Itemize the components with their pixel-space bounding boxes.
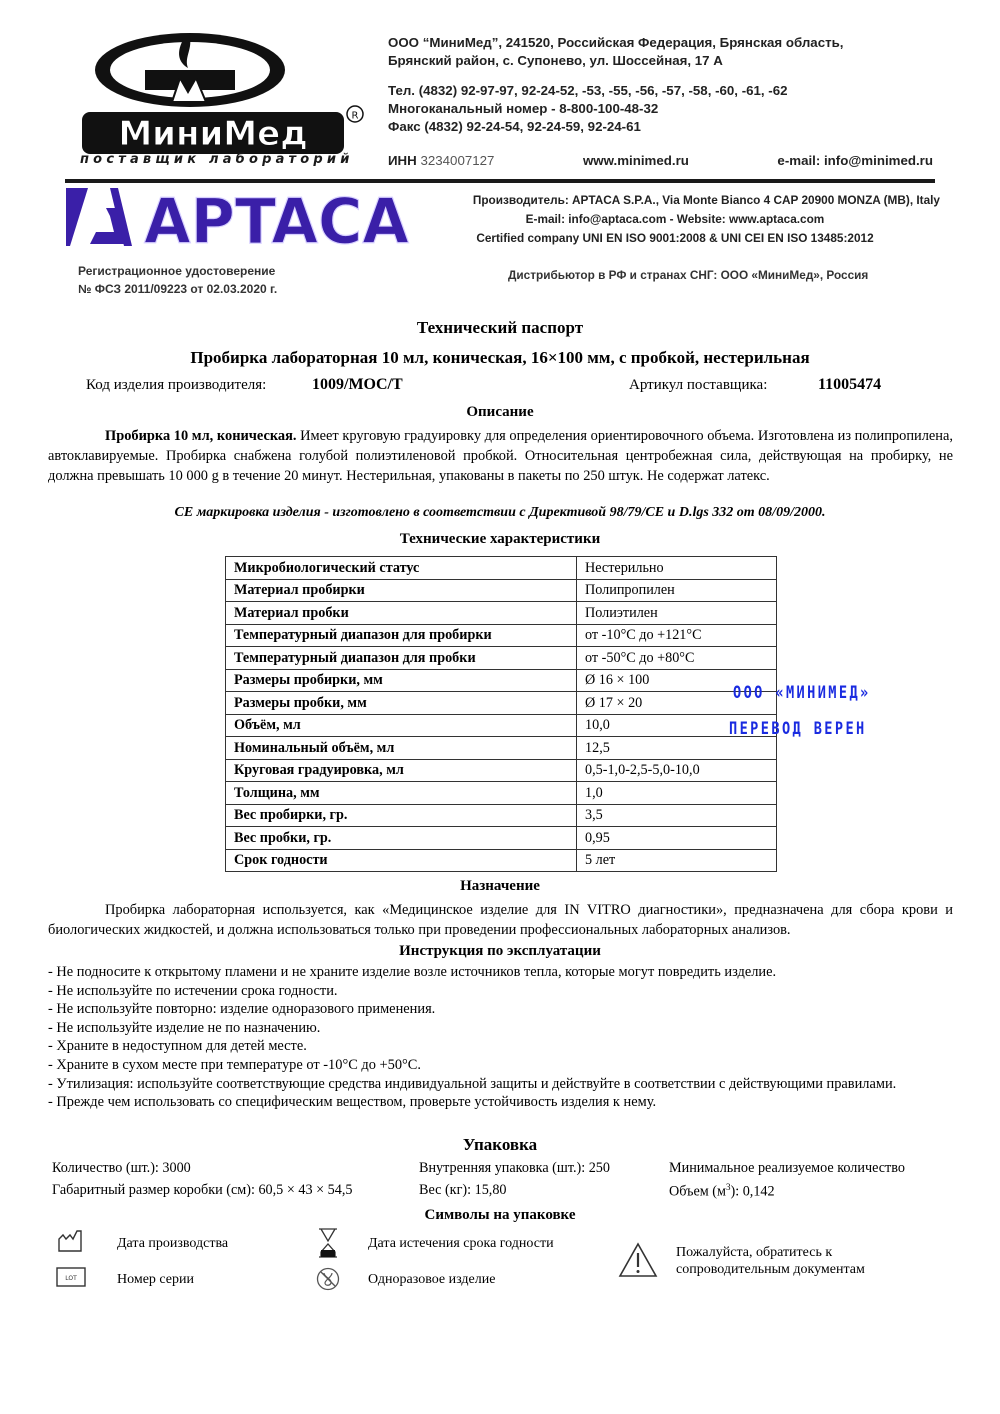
specs-heading: Технические характеристики — [399, 531, 601, 547]
factory-icon — [57, 1230, 83, 1252]
translation-stamp-line1: ООО «МИНИМЕД» — [733, 683, 871, 703]
spec-row — [226, 602, 777, 625]
spec-row — [226, 669, 777, 692]
symbol-label: Номер серии — [117, 1272, 194, 1287]
spec-value: 0,5-1,0-2,5-5,0-10,0 — [577, 759, 777, 782]
spec-value: 3,5 — [577, 804, 777, 827]
spec-key: Микробиологический статус — [226, 557, 577, 580]
packaging-heading: Упаковка — [462, 1135, 538, 1154]
ce-marking-note: CE маркировка изделия - изготовлено в соответствии с Директивой 98/79/CE и D.lgs 332 от 08/09/2000. — [174, 505, 826, 520]
purpose-heading: Назначение — [460, 878, 540, 894]
symbols-heading: Символы на упаковке — [424, 1207, 576, 1223]
fax-line: Факс (4832) 92-24-54, 92-24-59, 92-24-61 — [388, 119, 641, 134]
company-contacts-row — [388, 153, 933, 168]
specs-table — [225, 556, 777, 872]
spec-key: Материал пробирки — [226, 579, 577, 602]
spec-key: Номинальный объём, мл — [226, 737, 577, 760]
spec-key: Температурный диапазон для пробки — [226, 647, 577, 670]
svg-text:APTACA: APTACA — [144, 186, 410, 248]
spec-row — [226, 692, 777, 715]
spec-row — [226, 647, 777, 670]
manufacturer-code: 1009/MOC/T — [312, 376, 403, 393]
instruction-item: - Храните в сухом месте при температуре от -10°C до +50°C. — [48, 1056, 421, 1073]
manufacturer-info — [410, 191, 940, 248]
hourglass-icon — [317, 1228, 339, 1258]
packaging-weight: Вес (кг): 15,80 — [419, 1182, 507, 1198]
spec-row — [226, 849, 777, 872]
spec-row — [226, 557, 777, 580]
spec-row — [226, 804, 777, 827]
spec-value: Ø 16 × 100 — [577, 669, 777, 692]
description-text: Пробирка 10 мл, коническая. Имеет круговую градуировку для определения ориентировочного объема. Изготовлена из полипропилена, автоклавируемые. Пробирка снабжена голубой полиэтиленовой пробкой. Относительная центробежная сила, действующая на пробирку, не должна превышать 10 000 g в течение 20 минут. Нестерильная, упакованы в пакеты по 250 штук. Не содержат латекс. — [48, 428, 953, 484]
manufacturer-contacts: E-mail: info@aptaca.com - Website: www.aptaca.com — [525, 212, 825, 226]
supplier-article-label: Артикул поставщика: — [629, 377, 768, 393]
symbol-label: Дата истечения срока годности — [368, 1236, 554, 1251]
svg-text:R: R — [351, 110, 359, 122]
do-not-reuse-icon — [316, 1267, 340, 1291]
spec-value: от -10°C до +121°C — [577, 624, 777, 647]
spec-key: Размеры пробирки, мм — [226, 669, 577, 692]
multichannel-line: Многоканальный номер - 8-800-100-48-32 — [388, 101, 659, 116]
spec-row — [226, 827, 777, 850]
translation-stamp-line2: ПЕРЕВОД ВЕРЕН — [729, 719, 867, 739]
spec-row — [226, 759, 777, 782]
company-address-block — [388, 34, 843, 136]
spec-value: 0,95 — [577, 827, 777, 850]
spec-row — [226, 782, 777, 805]
purpose-text: Пробирка лабораторная используется, как «Медицинское изделие для IN VITRO диагностики», предназначена для сбора крови и биологических жидкостей, и должна использоваться только при проведении профессиональных лабораторных анализов. — [48, 902, 953, 938]
instructions-list — [48, 963, 958, 1112]
instruction-item: - Не используйте изделие не по назначению. — [48, 1019, 321, 1036]
instruction-item: - Прежде чем использовать со специфическим веществом, проверьте устойчивость изделия к нему. — [48, 1094, 657, 1111]
address-line: Брянский район, с. Супонево, ул. Шоссейная, 17 А — [388, 53, 723, 68]
spec-row — [226, 624, 777, 647]
spec-row — [226, 714, 777, 737]
address-line: ООО “МиниМед”, 241520, Российская Федерация, Брянская область, — [388, 35, 844, 50]
manufacturer-code-label: Код изделия производителя: — [86, 377, 267, 393]
symbol-label: Дата производства — [117, 1236, 229, 1251]
spec-key: Толщина, мм — [226, 782, 577, 805]
spec-value: 10,0 — [577, 714, 777, 737]
manufacturer-address: Производитель: APTACA S.P.A., Via Monte Bianco 4 CAP 20900 MONZA (MB), Italy — [472, 193, 940, 207]
spec-key: Срок годности — [226, 849, 577, 872]
instruction-item: - Утилизация: используйте соответствующие средства индивидуальной защиты и действуйте в соответствии с действующими правилами. — [48, 1075, 897, 1092]
spec-key: Материал пробки — [226, 602, 577, 625]
instruction-item: - Не используйте повторно: изделие одноразового применения. — [48, 1001, 436, 1018]
lot-icon — [56, 1267, 86, 1287]
packaging-inner: Внутренняя упаковка (шт.): 250 — [419, 1160, 610, 1176]
spec-value: Полиэтилен — [577, 602, 777, 625]
email-link[interactable]: e-mail: info@minimed.ru — [777, 153, 933, 168]
description-heading: Описание — [466, 404, 534, 420]
spec-value: Ø 17 × 20 — [577, 692, 777, 715]
header-divider — [65, 179, 935, 183]
spec-row — [226, 737, 777, 760]
supplier-article: 11005474 — [818, 376, 882, 393]
instruction-item: - Не подносите к открытому пламени и не храните изделие возле источников тепла, которые могут повредить изделие. — [48, 964, 777, 980]
distributor-line: Дистрибьютор в РФ и странах СНГ: ООО «МиниМед», Россия — [508, 268, 869, 282]
symbol-label-warning: Пожалуйста, обратитесь к сопроводительным документам — [676, 1245, 865, 1277]
spec-value: 5 лет — [577, 849, 777, 872]
minimed-emblem-icon — [80, 30, 370, 155]
spec-value: от -50°C до +80°C — [577, 647, 777, 670]
spec-key: Размеры пробки, мм — [226, 692, 577, 715]
instructions-heading: Инструкция по эксплуатации — [399, 943, 601, 959]
svg-text:LOT: LOT — [65, 1275, 77, 1282]
warning-icon — [618, 1242, 658, 1278]
aptaca-logo — [66, 186, 411, 248]
spec-value: 12,5 — [577, 737, 777, 760]
website-link[interactable]: www.minimed.ru — [582, 153, 689, 168]
company-tagline: поставщик лабораторий — [80, 152, 354, 167]
phone-line: Тел. (4832) 92-97-97, 92-24-52, -53, -55, -56, -57, -58, -60, -61, -62 — [388, 83, 788, 98]
spec-key: Круговая градуировка, мл — [226, 759, 577, 782]
symbol-label: Одноразовое изделие — [368, 1272, 496, 1287]
aptaca-emblem-icon — [66, 186, 411, 248]
spec-key: Температурный диапазон для пробирки — [226, 624, 577, 647]
instruction-item: - Храните в недоступном для детей месте. — [48, 1038, 307, 1055]
spec-key: Объём, мл — [226, 714, 577, 737]
spec-key: Вес пробирки, гр. — [226, 804, 577, 827]
spec-value: Нестерильно — [577, 557, 777, 580]
document-title: Технический паспорт — [416, 318, 584, 337]
spec-row — [226, 579, 777, 602]
manufacturer-certification: Certified company UNI EN ISO 9001:2008 & UNI CEI EN ISO 13485:2012 — [476, 231, 874, 245]
inn: ИНН 3234007127 — [388, 153, 495, 168]
packaging-box-size: Габаритный размер коробки (см): 60,5 × 43 × 54,5 — [52, 1182, 353, 1198]
registration-certificate: Регистрационное удостоверение № ФСЗ 2011/09223 от 02.03.2020 г. — [78, 264, 278, 296]
spec-value: Полипропилен — [577, 579, 777, 602]
spec-value: 1,0 — [577, 782, 777, 805]
svg-text:МиниМед: МиниМед — [118, 114, 308, 154]
description-lead: Пробирка 10 мл, коническая. — [105, 428, 297, 444]
spec-key: Вес пробки, гр. — [226, 827, 577, 850]
packaging-min-qty: Минимальное реализуемое количество — [669, 1160, 905, 1176]
document-subtitle: Пробирка лабораторная 10 мл, коническая, 16×100 мм, с пробкой, нестерильная — [190, 348, 810, 367]
packaging-quantity: Количество (шт.): 3000 — [52, 1160, 191, 1176]
packaging-volume: Объем $(м^3)$: 0,142 — [669, 1182, 775, 1200]
instruction-item: - Не используйте по истечении срока годности. — [48, 982, 338, 999]
